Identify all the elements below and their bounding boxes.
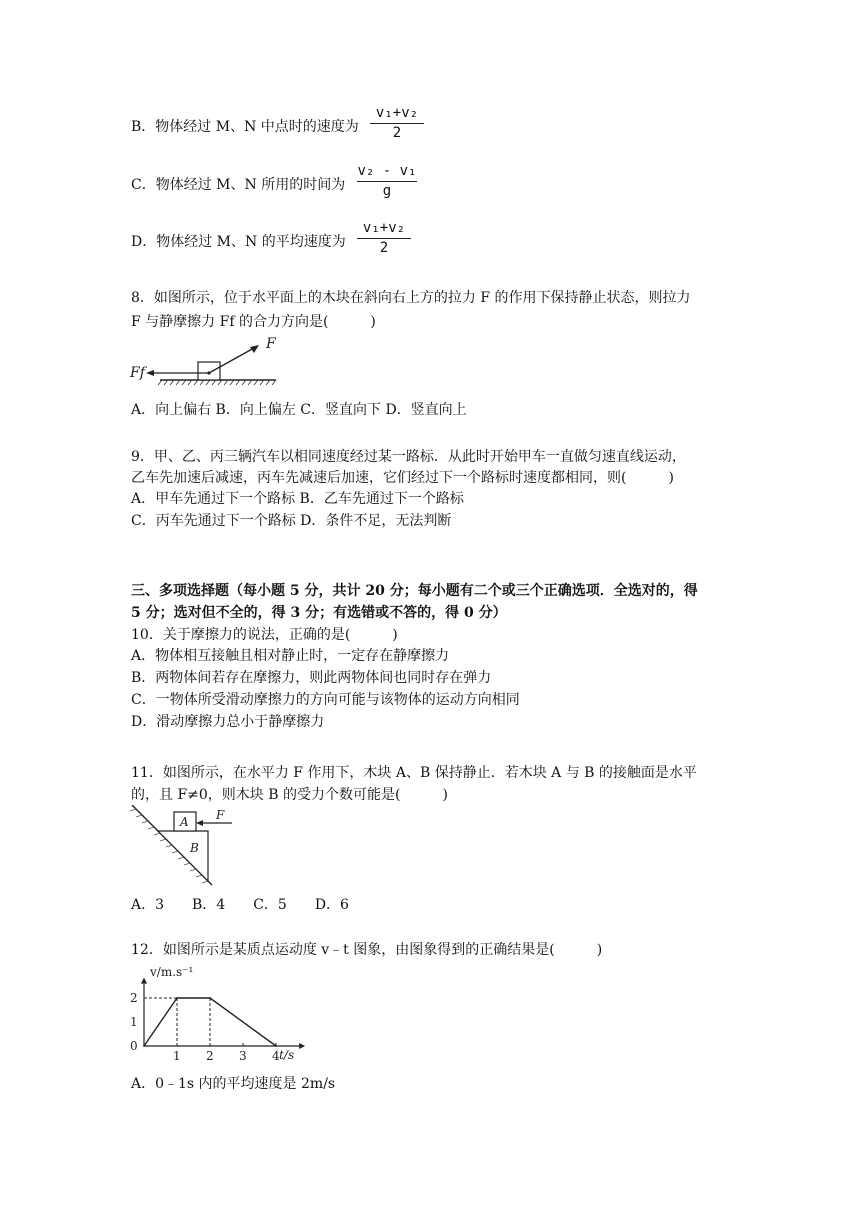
- x-tick-label-2: 2: [206, 1049, 214, 1062]
- q8-stem-line1: 8．如图所示，位于水平面上的木块在斜向右上方的拉力 F 的作用下保持静止状态，则拉力: [131, 290, 691, 306]
- q7-option-d-fraction: [357, 220, 411, 257]
- q7-option-c: C．物体经过 M、N 所用的时间为: [131, 177, 346, 193]
- data-point-1: [176, 997, 178, 999]
- section3-heading-line1: 三、多项选择题（每小题 5 分，共计 20 分；每小题有二个或三个正确选项．全选对的，得: [131, 583, 698, 599]
- fraction-numerator: v₁+v₂: [362, 220, 406, 236]
- y-tick-label-1: 1: [130, 1015, 138, 1029]
- x-tick-label-1: 1: [173, 1049, 181, 1062]
- fraction-numerator: v₂ - v₁: [357, 163, 417, 179]
- q7-option-b: B．物体经过 M、N 中点时的速度为: [131, 119, 359, 135]
- fraction-denominator: 2: [379, 240, 389, 256]
- fraction-bar: [357, 181, 417, 182]
- force-label-f: F: [266, 336, 276, 352]
- q11-options: A．3 B．4 C．5 D．6: [131, 897, 349, 913]
- friction-label-ff: Ff: [130, 365, 145, 381]
- q9-options-ab: A．甲车先通过下一个路标 B．乙车先通过下一个路标: [131, 491, 464, 507]
- pull-force-arrow: [209, 348, 254, 373]
- section3-heading-line2: 5 分；选对但不全的，得 3 分；有选错或不答的，得 0 分）: [131, 605, 507, 621]
- x-tick-label-4: 4: [272, 1049, 280, 1062]
- q10-option-a: A．物体相互接触且相对静止时，一定存在静摩擦力: [131, 648, 450, 664]
- y-axis-arrow: [141, 978, 147, 984]
- x-axis-label: t/s: [279, 1048, 295, 1062]
- x-tick-label-3: 3: [239, 1049, 247, 1062]
- force-label-f: F: [216, 808, 225, 822]
- y-tick-label-2: 2: [130, 991, 138, 1005]
- y-axis-label: v/m.s⁻¹: [150, 965, 194, 979]
- data-point-0: [143, 1045, 145, 1047]
- q11-stem-line2: 的，且 F≠0，则木块 B 的受力个数可能是( ): [131, 787, 448, 803]
- q7-option-c-fraction: [357, 163, 417, 200]
- q12-option-a: A．0﹣1s 内的平均速度是 2m/s: [131, 1076, 336, 1092]
- fraction-numerator: v₁+v₂: [375, 105, 419, 121]
- block-a-label: A: [180, 815, 189, 829]
- fraction-bar: [357, 238, 411, 239]
- wood-block: [198, 362, 220, 380]
- fraction-bar: [370, 123, 424, 124]
- q11-stem-line1: 11．如图所示，在水平力 F 作用下，木块 A、B 保持静止．若木块 A 与 B 的接触面是水平: [131, 765, 697, 781]
- q10-option-d: D．滑动摩擦力总小于静摩擦力: [131, 714, 325, 730]
- q9-stem-line2: 乙车先加速后减速，丙车先减速后加速，它们经过下一个路标时速度都相同，则( ): [131, 470, 674, 486]
- q8-block-diagram: [128, 335, 288, 390]
- q10-option-b: B．两物体间若存在摩擦力，则此两物体间也同时存在弹力: [131, 670, 492, 686]
- fraction-denominator: 2: [392, 125, 402, 141]
- fraction-denominator: g: [382, 183, 392, 199]
- block-b: [158, 831, 208, 881]
- x-axis-arrow: [299, 1043, 305, 1049]
- data-point-2: [209, 997, 211, 999]
- block-b-label: B: [190, 841, 199, 855]
- q7-option-d: D．物体经过 M、N 的平均速度为: [131, 234, 346, 250]
- q12-vt-chart: [126, 962, 336, 1062]
- q9-stem-line1: 9．甲、乙、丙三辆汽车以相同速度经过某一路标．从此时开始甲车一直做匀速直线运动，: [131, 449, 686, 465]
- q10-stem: 10．关于摩擦力的说法，正确的是( ): [131, 627, 398, 643]
- q10-option-c: C．一物体所受滑动摩擦力的方向可能与该物体的运动方向相同: [131, 692, 520, 708]
- q12-stem: 12．如图所示是某质点运动度 v﹣t 图象，由图象得到的正确结果是( ): [131, 942, 603, 958]
- q9-options-cd: C．丙车先通过下一个路标 D．条件不足，无法判断: [131, 513, 452, 529]
- y-tick-label-0: 0: [130, 1039, 138, 1053]
- q8-stem-line2: F 与静摩擦力 Ff 的合力方向是( ): [131, 314, 376, 330]
- q8-options: A．向上偏右 B．向上偏左 C．竖直向下 D．竖直向上: [131, 402, 467, 418]
- q11-blocks-diagram: [128, 805, 238, 890]
- q7-option-b-fraction: [370, 105, 424, 142]
